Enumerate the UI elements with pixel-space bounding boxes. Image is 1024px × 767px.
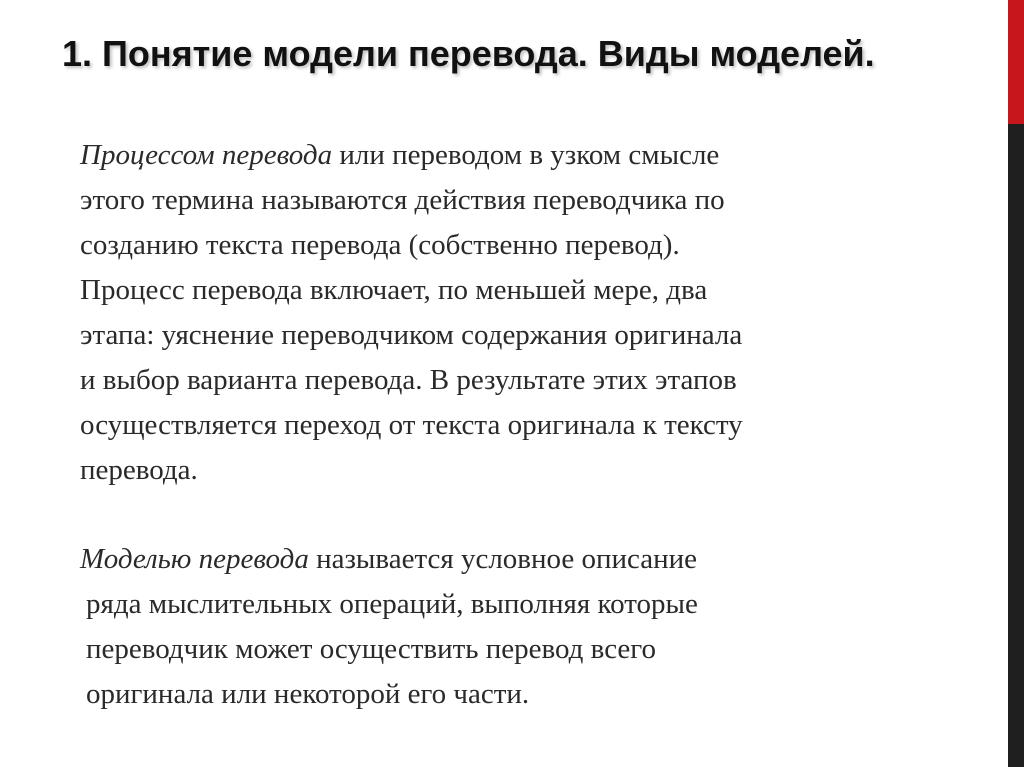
term-translation-process: Процессом перевода [80, 139, 333, 171]
paragraph-text: называется условное описание [308, 543, 698, 575]
paragraph-line [80, 133, 940, 178]
paragraph-line: этого термина называются действия переводчика по [80, 184, 725, 216]
paragraph-line: этапа: уяснение переводчиком содержания оригинала [80, 319, 743, 351]
paragraph-line: перевода. [80, 454, 198, 486]
paragraph-line: ряда мыслительных операций, выполняя которые [86, 588, 698, 620]
paragraph-line: и выбор варианта перевода. В результате этих этапов [80, 364, 737, 396]
paragraph-translation-model [80, 537, 940, 717]
paragraph-line: осуществляется переход от текста оригинала к тексту [80, 409, 743, 441]
paragraph-line: Процесс перевода включает, по меньшей мере, два [80, 274, 708, 306]
accent-bar-red [1008, 0, 1024, 124]
paragraph-translation-process [80, 133, 940, 493]
term-translation-model: Моделью перевода [80, 543, 309, 575]
accent-bar-dark [1008, 124, 1024, 767]
paragraph-line: оригинала или некоторой его части. [86, 678, 530, 710]
paragraph-line [80, 537, 940, 582]
paragraph-line: переводчик может осуществить перевод всего [86, 633, 656, 665]
paragraph-text: или переводом в узком смысле [332, 139, 720, 171]
paragraph-line: созданию текста перевода (собственно перевод). [80, 229, 680, 261]
slide-title: 1. Понятие модели перевода. Виды моделей. [62, 33, 875, 74]
